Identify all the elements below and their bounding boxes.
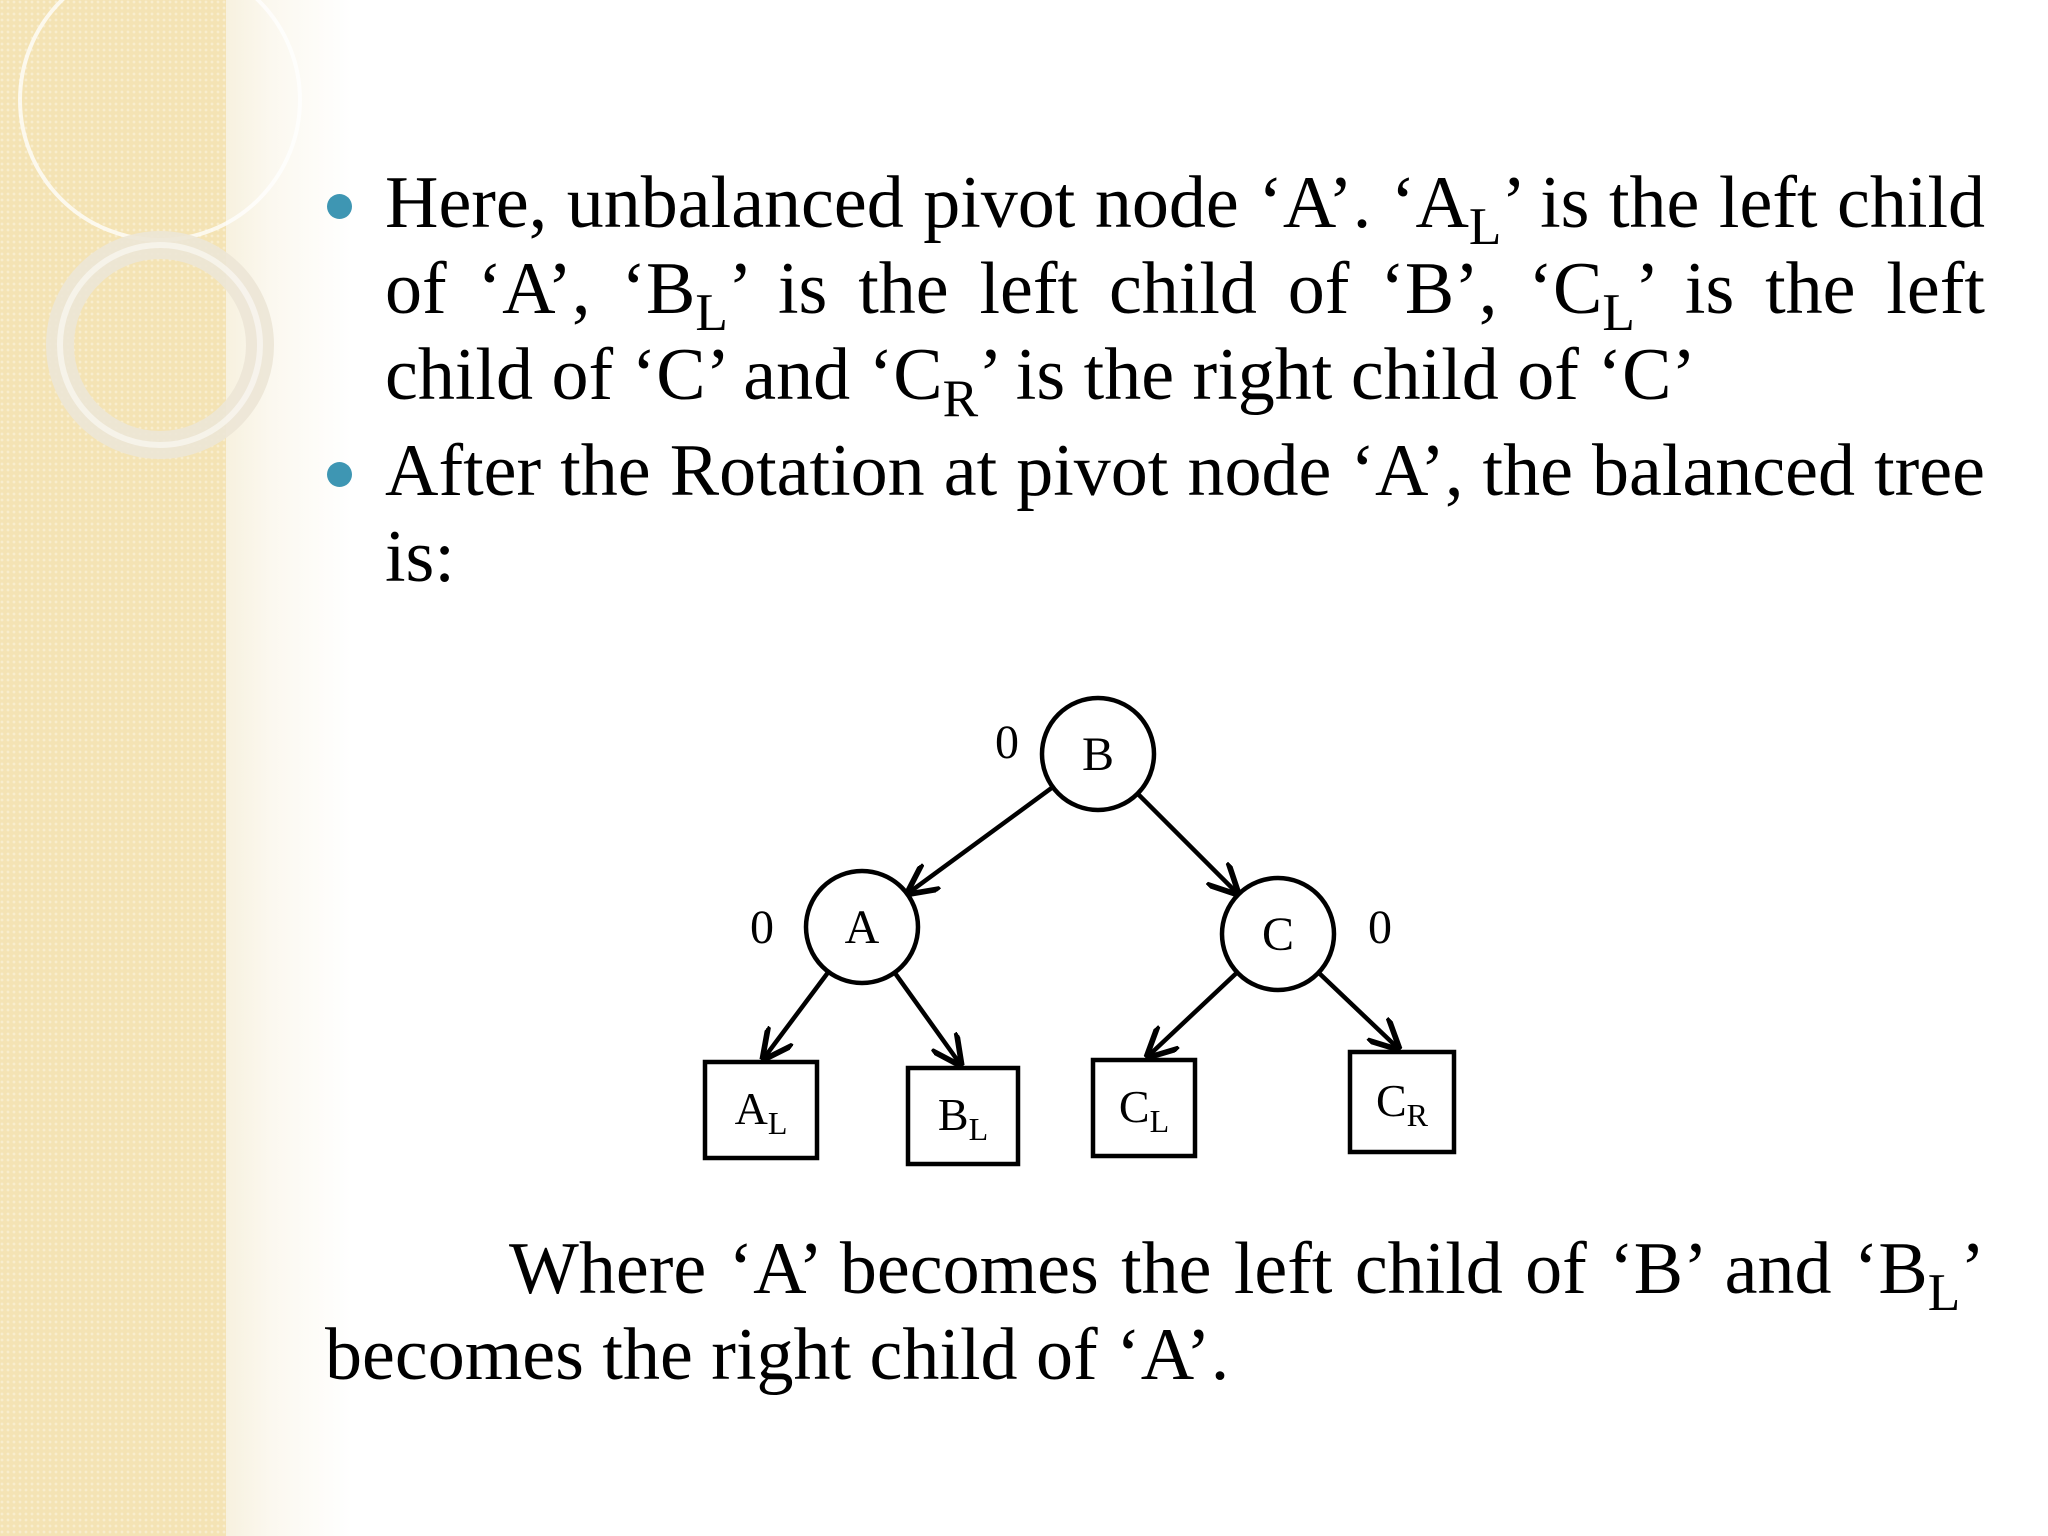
subtree-label: $A_L$	[734, 1083, 788, 1141]
tree-node-C	[1222, 878, 1392, 990]
edge-A-BL	[895, 973, 961, 1064]
text-run: ’ is the left child of ‘A’, ‘B	[385, 162, 1986, 330]
subscript: L	[695, 283, 728, 343]
balance-factor: 0	[1368, 901, 1392, 954]
tree-node-B	[995, 698, 1154, 810]
subtree-label: $C_L$	[1118, 1081, 1170, 1139]
avl-tree-diagram	[690, 680, 1470, 1180]
tree-node-A	[750, 871, 918, 983]
balance-factor: 0	[995, 716, 1019, 769]
tree-nodes	[705, 698, 1454, 1164]
bullet-dot-icon	[327, 462, 352, 487]
subtree-CR	[1350, 1052, 1454, 1152]
edge-B-C	[1138, 794, 1237, 893]
subscript: R	[942, 369, 979, 429]
text-run: After the Rotation at pivot node ‘A’, the balanced tree is:	[385, 430, 1985, 598]
text-run: Where ‘A’ becomes the left child of ‘B’ and ‘B	[509, 1228, 1928, 1310]
subscript: L	[1602, 283, 1635, 343]
text-run: Here, unbalanced pivot node ‘A’. ‘A	[385, 162, 1469, 244]
edge-A-AL	[764, 972, 828, 1058]
subtree-BL	[908, 1068, 1018, 1164]
subscript: L	[1927, 1263, 1961, 1323]
text-run: ’ is the left child of ‘C’ and ‘C	[385, 248, 1985, 416]
text-run: ’ is the left child of ‘B’, ‘C	[727, 248, 1603, 330]
node-label: A	[844, 901, 880, 954]
balance-factor: 0	[750, 901, 774, 954]
subtree-AL	[705, 1062, 817, 1158]
bullet-text-1	[385, 162, 1986, 429]
edge-C-CL	[1148, 972, 1237, 1056]
text-run: ’ is the right child of ‘C’	[978, 334, 1697, 416]
subtree-label: $B_L$	[937, 1089, 989, 1147]
bullet-item-1	[315, 160, 1986, 429]
bullet-text-2	[385, 430, 1985, 598]
edge-C-CR	[1319, 973, 1398, 1048]
subtree-CL	[1093, 1060, 1195, 1156]
node-label: C	[1261, 908, 1295, 961]
bullet-dot-icon	[327, 194, 352, 219]
edge-B-A	[909, 787, 1053, 893]
footer-note	[325, 1226, 1985, 1398]
bullet-list	[315, 160, 1985, 600]
text-run: ’ becomes the right child of ‘A’.	[325, 1228, 1985, 1396]
node-label: B	[1081, 728, 1115, 781]
subscript: L	[1468, 197, 1502, 257]
bullet-item-2	[315, 428, 1985, 600]
subtree-label: $C_R$	[1375, 1075, 1429, 1133]
decorative-rings	[0, 0, 360, 560]
